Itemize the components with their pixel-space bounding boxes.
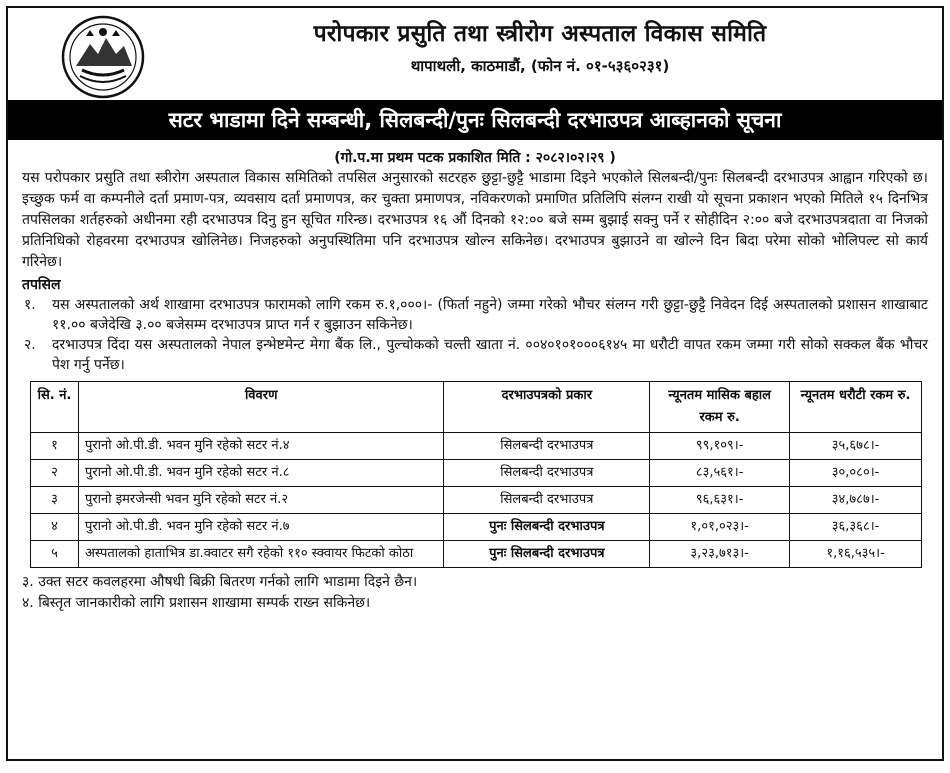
cell-serial-number: ५ [31, 541, 79, 568]
cell-serial-number: १ [31, 433, 79, 460]
cell-min-monthly-rent: १,०१,०२३।- [650, 514, 790, 541]
publication-date: (गो.प.मा प्रथम पटक प्रकाशित मिति : २०८२।०२।२९ ) [334, 150, 616, 166]
footer-note [22, 593, 942, 614]
footer-note-text: बिस्तृत जानकारीको लागि प्रशासन शाखामा सम्पर्क राख्न सकिनेछ। [38, 595, 371, 611]
cell-serial-number: २ [31, 460, 79, 487]
cell-min-monthly-rent: ८३,५६१।- [650, 460, 790, 487]
condition-text: यस अस्पतालको अर्थ शाखामा दरभाउपत्र फारामको लागि रकम रु.१,०००।- (फिर्ता नहुने) जम्मा गरेको भौचर संलग्न गरी छुट्टा-छुट्टै निवेदन दिई अस्पतालको प्रशासन शाखाबाट ११.०० बजेदेखि ३.०० बजेसम्म दरभाउपत्र प्राप्त गर्न र बुझाउन सकिनेछ। [52, 297, 928, 333]
cell-min-monthly-rent: ९६,६३१।- [650, 487, 790, 514]
cell-min-deposit: ३५,६७८।- [790, 433, 922, 460]
header-min-monthly-rent: न्यूनतम मासिक बहाल रकम रु. [650, 382, 790, 433]
table-row [31, 433, 922, 460]
nepal-government-emblem-icon [60, 14, 146, 100]
cell-serial-number: ४ [31, 514, 79, 541]
conditions-heading: तपसिल [22, 277, 61, 293]
table-row [31, 460, 922, 487]
footer-note [22, 572, 942, 593]
notice-body: यस परोपकार प्रसुति तथा स्त्रीरोग अस्पताल विकास समितिको तपसिल अनुसारको सटरहरु छुट्टा-छुट्टै भाडामा दिइने भएकोले सिलबन्दी/पुनः सिलबन्दी दरभाउपत्र आह्वान गरिएको छ। इच्छुक फर्म वा कम्पनीले दर्ता प्रमाण-पत्र, व्यवसाय दर्ता प्रमाणपत्र, कर चुक्ता प्रमाणपत्र, नविकरणको प्रमाणित प्रतिलिपि संलग्न राखी यो सूचना प्रकाशन भएको मितिले १५ दिनभित्र तपसिलका शर्तहरुको अधीनमा रही दरभाउपत्र दिनु हुन सूचित गरिन्छ। दरभाउपत्र १६ औं दिनको १२:०० बजे सम्म बुझाई सक्नु पर्ने र सोहीदिन २:०० बजे दरभाउपत्रदाता वा निजको प्रतिनिधिको रोहवरमा दरभाउपत्र खोलिनेछ। निजहरुको अनुपस्थितिमा पनि दरभाउपत्र खोल्न सकिनेछ। दरभाउपत्र बुझाउने वा खोल्ने दिन बिदा परेमा सोको भोलिपल्ट सो कार्य गरिनेछ। [22, 170, 928, 270]
cell-description: पुरानो ओ.पी.डी. भवन मुनि रहेको सटर नं.४ [78, 433, 443, 460]
cell-min-deposit: १,१६,५३५।- [790, 541, 922, 568]
notice-title: सटर भाडामा दिने सम्बन्धी, सिलबन्दी/पुनः सिलबन्दी दरभाउपत्र आब्हानको सूचना [8, 100, 942, 140]
cell-tender-type: सिलबन्दी दरभाउपत्र [444, 433, 650, 460]
cell-tender-type: सिलबन्दी दरभाउपत्र [444, 487, 650, 514]
footer-notes [8, 572, 942, 614]
cell-min-deposit: ३०,०८०।- [790, 460, 922, 487]
header [8, 8, 942, 100]
cell-description: अस्पतालको हाताभित्र डा.क्वाटर सगै रहेको ११० स्क्वायर फिटको कोठा [78, 541, 443, 568]
header-min-deposit: न्यूनतम धरौटी रकम रु. [790, 382, 922, 433]
shutter-rent-table [30, 381, 922, 568]
cell-tender-type: पुनः सिलबन्दी दरभाउपत्र [444, 541, 650, 568]
table-row [31, 541, 922, 568]
cell-min-monthly-rent: ९९,१०९।- [650, 433, 790, 460]
header-serial-number: सि. नं. [31, 382, 79, 433]
condition-item [8, 295, 942, 335]
footer-note-number: ४. [22, 595, 34, 611]
footer-note-number: ३. [22, 574, 34, 590]
footer-note-text: उक्त सटर कवलहरमा औषधी बिक्री बितरण गर्नको लागि भाडामा दिइने छैन। [38, 574, 418, 590]
header-description: विवरण [78, 382, 443, 433]
cell-description: पुरानो इमरजेन्सी भवन मुनि रहेको सटर नं.२ [78, 487, 443, 514]
table-row [31, 487, 922, 514]
cell-min-deposit: ३६,३६८।- [790, 514, 922, 541]
notice-page [6, 6, 944, 761]
cell-description: पुरानो ओ.पी.डी. भवन मुनि रहेको सटर नं.७ [78, 514, 443, 541]
header-tender-type: दरभाउपत्रको प्रकार [444, 382, 650, 433]
condition-text: दरभाउपत्र दिंदा यस अस्पतालको नेपाल इन्भेष्टमेन्ट मेगा बैंक लि., पुल्चोकको चल्ती खाता नं. ००४०१०१०००६१४५ मा धरौटी वापत रकम जम्मा गरी सोको सक्कल बैंक भौचर पेश गर्नु पर्नेछ। [52, 337, 928, 373]
cell-tender-type: सिलबन्दी दरभाउपत्र [444, 460, 650, 487]
condition-number: १. [24, 297, 36, 313]
cell-description: पुरानो ओ.पी.डी. भवन मुनि रहेको सटर नं.८ [78, 460, 443, 487]
organization-name: परोपकार प्रसुति तथा स्त्रीरोग अस्पताल विकास समिति [313, 21, 767, 47]
organization-address: थापाथली, काठमाडौं, (फोन नं. ०१-५३६०२३१) [410, 57, 670, 75]
table-row [31, 514, 922, 541]
cell-tender-type: पुनः सिलबन्दी दरभाउपत्र [444, 514, 650, 541]
cell-serial-number: ३ [31, 487, 79, 514]
condition-item [8, 335, 942, 375]
table-header-row [31, 382, 922, 433]
cell-min-deposit: ३४,७८७।- [790, 487, 922, 514]
cell-min-monthly-rent: ३,२३,७१३।- [650, 541, 790, 568]
condition-number: २. [24, 337, 36, 353]
